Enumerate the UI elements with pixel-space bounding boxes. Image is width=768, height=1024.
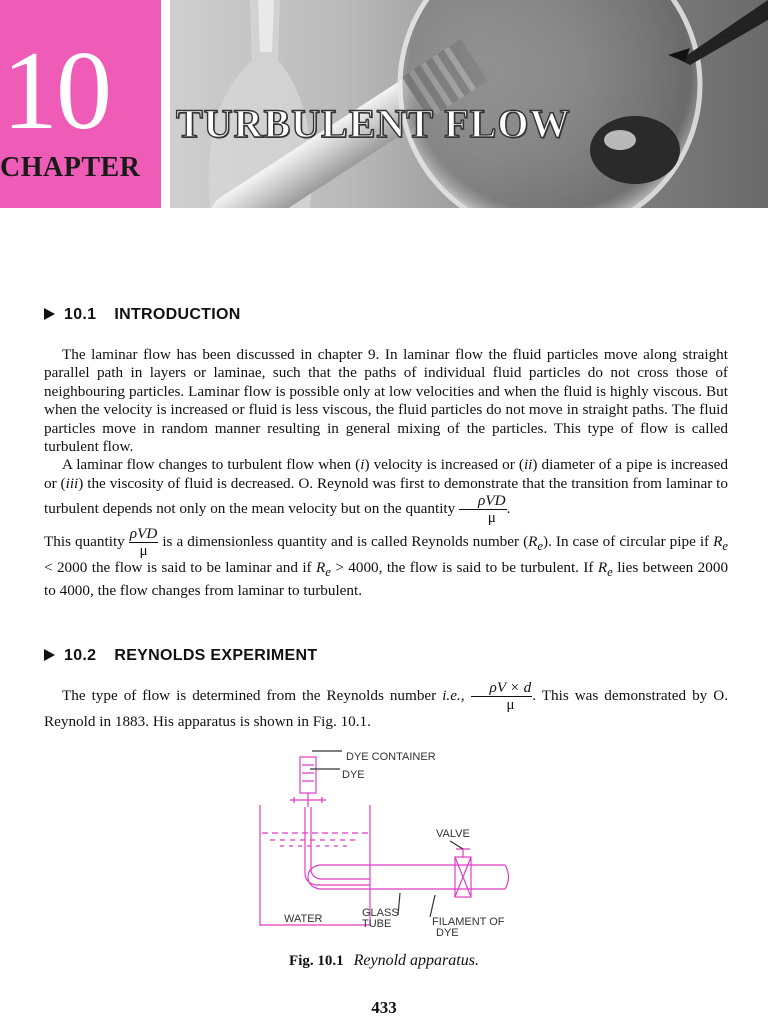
reynolds-paragraph: The type of flow is determined from the Reynolds number i.e., $\frac{\rho V \times d}{\mu}$ . This was demonstrated by O. Reynold in 1883. His apparatus is shown in Fig. 10.1. [44,679,729,730]
label-glass: GLASS [362,907,399,919]
dye-container [300,757,316,793]
figure-caption: Fig. 10.1 Reynold apparatus. [289,952,479,969]
section-heading-10-1: 10.1 INTRODUCTION [44,306,241,324]
reynolds-text [44,680,728,731]
intro-paragraph-3: This quantity $\frac{\text{ρVD}}{\mu}$ is a dimensionless quantity and is called Reynolds number $(R_e)$. In case of circular pipe if $R_e < 2000$ the flow is said to be laminar and if $R_e > 4000$, the flow is said to be turbulent. If $R_e$ lies between 2000 to 4000, the flow changes from laminar to turbulent. [44,525,729,599]
reynold-apparatus-figure [250,745,540,945]
chapter-number: 10 [2,29,110,153]
intro-text [44,346,728,600]
label-filament: FILAMENT OF [432,916,505,928]
chapter-word: CHAPTER [0,152,141,183]
label-dye: DYE [342,769,365,781]
fraction-reynolds-definition: $\frac{\rho V \times d}{\mu}$ [471,680,533,713]
triangle-right-icon [44,649,55,661]
triangle-right-icon [44,308,55,320]
label-valve: VALVE [436,828,470,840]
fraction-reynolds-number: $\frac{\text{ρVD}}{\mu}$ [129,525,158,560]
section-heading-10-2: 10.2 REYNOLDS EXPERIMENT [44,647,317,665]
fraction-rho-v-d-over-mu: $\frac{\text{ρVD}}{\mu}$ [459,493,507,526]
label-tube: TUBE [362,918,392,930]
intro-paragraph-1: The laminar flow has been discussed in chapter 9. In laminar flow the fluid particles move along straight parallel path in layers or laminae, such that the paths of individual fluid particles do not cross those of neighbouring particles. Laminar flow is possible only at low velocities and when the fluid is highly viscous. But when the velocity is increased or fluid is less viscous, the fluid particles do not move in straight paths. The fluid particles move in random manner resulting in general mixing of the particles. This type of flow is called turbulent flow. [44,346,728,456]
label-water: WATER [284,913,323,925]
chapter-header [0,0,768,208]
label-filament-dye: DYE [436,927,459,939]
chapter-title: TURBULENT FLOW [176,101,571,146]
page-number: 433 [371,998,397,1017]
label-dye-container: DYE CONTAINER [346,751,436,763]
intro-paragraph-2: A laminar flow changes to turbulent flow when (i) velocity is increased or (ii) diameter of a pipe is increased or (iii) the viscosity of fluid is decreased. O. Reynold was first to demonstrate that the transition from laminar to turbulent depends not only on the mean velocity but on the quantity $\frac{\text{ρVD}}{\mu}$ . [44,456,728,527]
